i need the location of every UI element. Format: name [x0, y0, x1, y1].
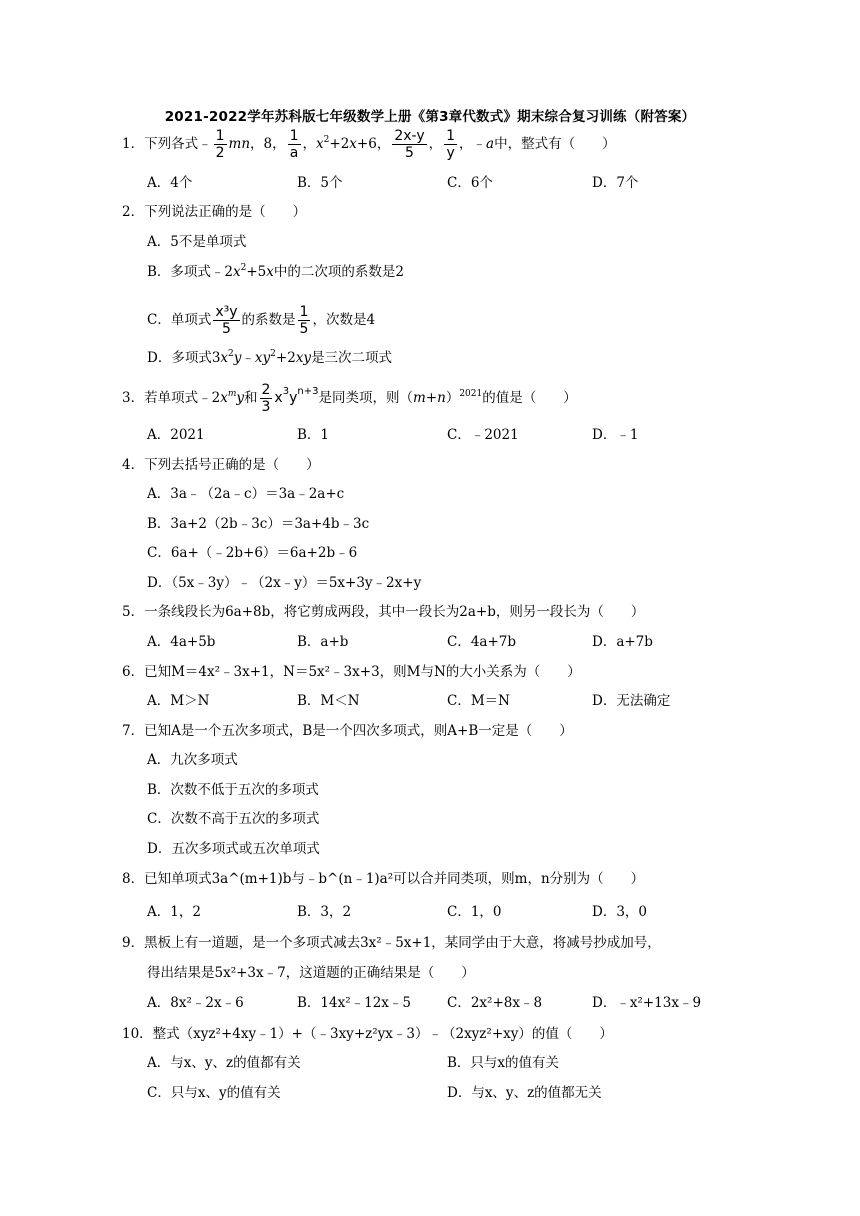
q2-c-fraction-2: $\frac{1}{5}$	[299, 304, 309, 337]
q9-option-c: C．2x²+8x﹣8	[447, 995, 543, 1011]
q1-text: 下列各式﹣	[144, 136, 212, 152]
q9-option-a: A．8x²﹣2x﹣6	[147, 995, 244, 1011]
q1-option-a: A．4个	[147, 175, 193, 191]
q3-option-c: C．﹣2021	[447, 427, 519, 443]
question-8: 8．已知单项式3a^(m+1)b与﹣b^(n﹣1)a²可以合并同类项，则m，n分别为（ ）	[122, 871, 645, 887]
q5-option-c: C．4a+7b	[447, 634, 517, 650]
question-7: 7．已知A是一个五次多项式，B是一个四次多项式，则A+B一定是（ ）	[122, 723, 573, 739]
q8-option-a: A．1，2	[147, 904, 201, 920]
q10-option-b: B．只与x的值有关	[447, 1055, 560, 1071]
question-5: 5．一条线段长为6a+8b，将它剪成两段，其中一段长为2a+b，则另一段长为（ ）	[122, 604, 645, 620]
question-9-line-2: 得出结果是5x²+3x﹣7，这道题的正确结果是（ ）	[147, 965, 475, 981]
q10-option-c: C．只与x、y的值有关	[147, 1085, 281, 1101]
q4-option-b: B．3a+2（2b﹣3c）＝3a+4b﹣3c	[147, 516, 370, 532]
q7-option-b: B．次数不低于五次的多项式	[147, 782, 319, 798]
q10-option-a: A．与x、y、z的值都有关	[147, 1055, 301, 1071]
q4-option-a: A．3a﹣（2a﹣c）＝3a﹣2a+c	[147, 486, 345, 502]
q3-option-b: B．1	[297, 427, 330, 443]
question-9-line-1: 9．黑板上有一道题，是一个多项式减去3x²﹣5x+1，某同学由于大意，将减号抄成加号，	[122, 935, 661, 951]
q3-option-a: A．2021	[147, 427, 205, 443]
q2-option-b: B．多项式$﹣2x^2+5x$中的二次项的系数是2	[147, 263, 404, 280]
q1-fraction-2: $\frac{1}{a}$	[289, 128, 299, 161]
q4-option-d: D．（5x﹣3y）﹣（2x﹣y）＝5x+3y﹣2x+y	[147, 575, 422, 591]
q5-option-b: B．a+b	[297, 634, 349, 650]
q7-option-a: A．九次多项式	[147, 752, 238, 768]
question-4: 4．下列去括号正确的是（ ）	[122, 457, 320, 473]
q4-option-c: C．6a+（﹣2b+6）＝6a+2b﹣6	[147, 545, 358, 561]
q6-option-b: B．M＜N	[297, 693, 360, 709]
q7-option-d: D．五次多项式或五次单项式	[147, 841, 320, 857]
question-2: 2．下列说法正确的是（ ）	[122, 204, 307, 220]
question-6: 6．已知M＝4x²﹣3x+1，N＝5x²﹣3x+3，则M与N的大小关系为（ ）	[122, 664, 581, 680]
q1-option-b: B．5个	[297, 175, 343, 191]
q2-c-fraction-1: $\frac{\text{x³y}}{5}$	[215, 304, 238, 337]
q5-option-d: D．a+7b	[592, 634, 653, 650]
q2-option-c: C．单项式 $\frac{\text{x³y}}{5}$ 的系数是 $\frac{1}{5}$ ，次数是4	[147, 304, 376, 337]
question-1: 1．下列各式﹣ $\frac{1}{2}$ mn，8， $\frac{1}{a}$ ，$x^2+2x+6$， $\frac{2x-y}{5}$ ， $\frac{1}{y}$ ，﹣a中，整式有（ ）	[122, 128, 616, 161]
q3-fraction: $\frac{2}{3}$	[261, 382, 271, 415]
q10-option-d: D．与x、y、z的值都无关	[447, 1085, 602, 1101]
q9-option-d: D．﹣x²+13x﹣9	[592, 995, 702, 1011]
page-title: 2021-2022学年苏科版七年级数学上册《第3章代数式》期末综合复习训练（附答案）	[164, 109, 696, 125]
q3-option-d: D．﹣1	[592, 427, 639, 443]
q9-option-b: B．14x²﹣12x﹣5	[297, 995, 412, 1011]
q1-option-d: D．7个	[592, 175, 639, 191]
q6-option-c: C．M＝N	[447, 693, 510, 709]
q2-option-d: D．多项式$3x^2y﹣xy^2+2xy$是三次二项式	[147, 349, 393, 366]
q6-option-a: A．M＞N	[147, 693, 210, 709]
q5-option-a: A．4a+5b	[147, 634, 216, 650]
q8-option-c: C．1，0	[447, 904, 502, 920]
q8-option-b: B．3，2	[297, 904, 352, 920]
q1-fraction-4: $\frac{1}{y}$	[446, 128, 456, 161]
q8-option-d: D．3，0	[592, 904, 648, 920]
q1-fraction-3: $\frac{2x-y}{5}$	[394, 128, 425, 161]
question-3: 3．若单项式$﹣2x^my$和 $\frac{2}{3}$ $x^3y^{n+3}$是同类项，则$(m+n)^{2021}$的值是（ ）	[122, 382, 577, 415]
q1-number: 1．	[122, 136, 145, 152]
question-10: 10．整式（xyz²+4xy﹣1）+（﹣3xy+z²yx﹣3）﹣（2xyz²+xy）的值（ ）	[122, 1026, 613, 1042]
q1-fraction-1: $\frac{1}{2}$	[215, 128, 225, 161]
q1-term-mn: mn	[228, 136, 251, 152]
q6-option-d: D．无法确定	[592, 693, 671, 709]
q2-option-a: A．5不是单项式	[147, 234, 247, 250]
q7-option-c: C．次数不高于五次的多项式	[147, 811, 320, 827]
q1-option-c: C．6个	[447, 175, 493, 191]
